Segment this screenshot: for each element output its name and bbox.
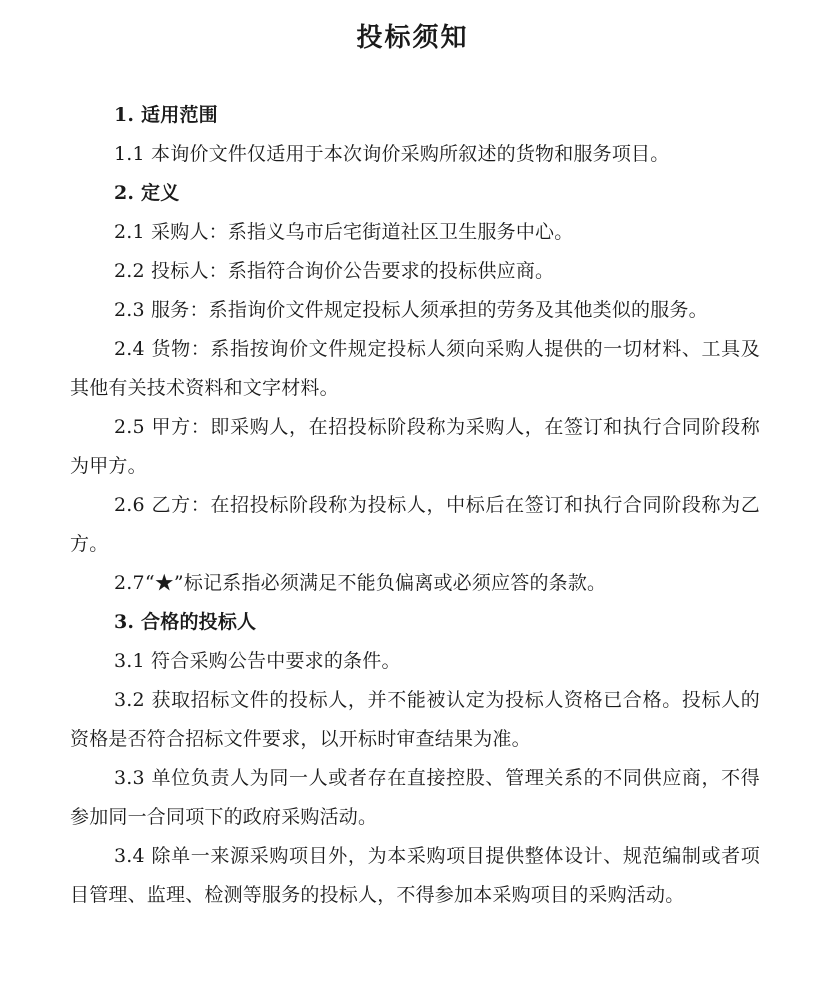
- section-heading-definitions: 2. 定义: [114, 182, 180, 204]
- clause-3-2: 3.2 获取招标文件的投标人，并不能被认定为投标人资格已合格。投标人的资格是否符合招标文件要求，以开标时审查结果为准。: [70, 689, 760, 750]
- clause-3-4: 3.4 除单一来源采购项目外，为本采购项目提供整体设计、规范编制或者项目管理、监理、检测等服务的投标人，不得参加本采购项目的采购活动。: [70, 845, 760, 906]
- clause-2-2: 2.2 投标人：系指符合询价公告要求的投标供应商。: [114, 260, 555, 282]
- clause-2-7: 2.7“★”标记系指必须满足不能负偏离或必须应答的条款。: [114, 572, 607, 594]
- clause-1-1: 1.1 本询价文件仅适用于本次询价采购所叙述的货物和服务项目。: [114, 143, 670, 165]
- clause-2-3: 2.3 服务：系指询价文件规定投标人须承担的劳务及其他类似的服务。: [114, 299, 708, 321]
- clause-2-4: 2.4 货物：系指按询价文件规定投标人须向采购人提供的一切材料、工具及其他有关技术资料和文字材料。: [70, 338, 760, 399]
- clause-2-6: 2.6 乙方：在招投标阶段称为投标人，中标后在签订和执行合同阶段称为乙方。: [70, 494, 760, 555]
- document-title: 投标须知: [356, 23, 469, 53]
- section-heading-qualified-bidders: 3. 合格的投标人: [114, 611, 257, 633]
- document-body: [70, 96, 760, 915]
- clause-2-5: 2.5 甲方：即采购人，在招投标阶段称为采购人，在签订和执行合同阶段称为甲方。: [70, 416, 760, 477]
- clause-2-1: 2.1 采购人：系指义乌市后宅街道社区卫生服务中心。: [114, 221, 574, 243]
- section-heading-scope: 1. 适用范围: [114, 104, 218, 126]
- clause-3-3: 3.3 单位负责人为同一人或者存在直接控股、管理关系的不同供应商，不得参加同一合同项下的政府采购活动。: [70, 767, 760, 828]
- clause-3-1: 3.1 符合采购公告中要求的条件。: [114, 650, 401, 672]
